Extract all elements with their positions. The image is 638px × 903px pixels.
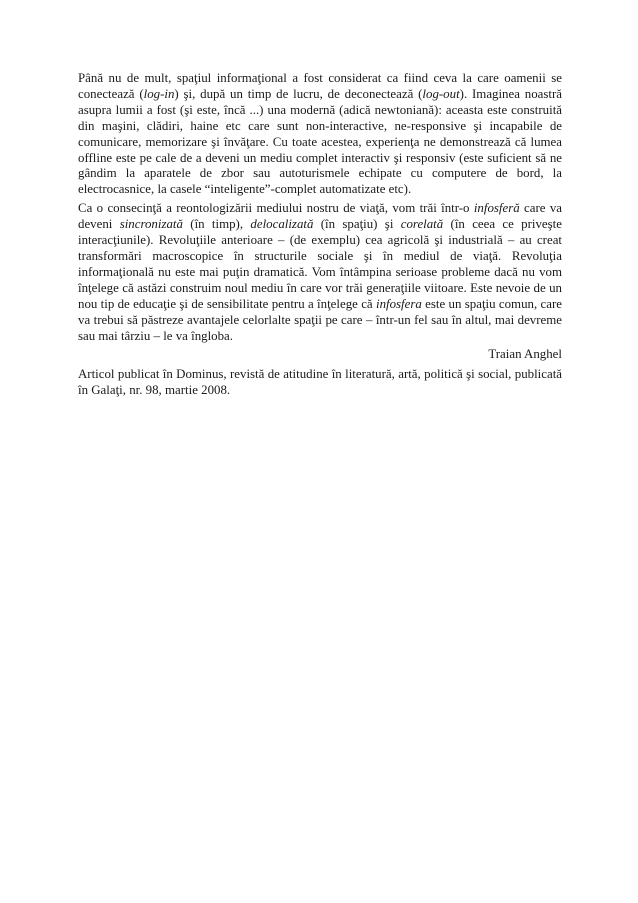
- text-run: (în timp),: [182, 217, 251, 232]
- text-run: ). Imaginea noastră asupra lumii a fost (şi este, încă ...) una modernă (adică newtoniană): aceasta este construită din maşini, clădiri, haine etc care sunt non-interactive, ne-responsive şi incapabile de comunicare, memorizare şi învăţare. Cu toate acestea, experienţa ne demonstrează că lumea offline este pe cale de a deveni un mediu complet interactiv şi responsiv (este suficient să ne gândim la aparatele de zbor sau autoturismele echipate cu computere de bord, la electrocasnice, la casele “inteligente”-complet automatizate etc).: [78, 86, 562, 197]
- publication-note: Articol publicat în Dominus, revistă de atitudine în literatură, artă, politică şi social, publicată în Galaţi, nr. 98, martie 2008.: [78, 367, 562, 398]
- paragraph-1: [78, 71, 562, 198]
- text-run: (în ceea ce priveşte interacţiunile). Revoluţiile anterioare – (de exemplu) cea agricolă şi industrială – au creat transformări macroscopice în structurile sociale şi în mediul de viaţă. Revoluţia informaţională nu este mai puţin dramatică. Vom întâmpina serioase probleme dacă nu vom înţelege că astăzi construim noul mediu în care vor trăi generaţiile viitoare. Este nevoie de un nou tip de educaţie şi de sensibilitate pentru a înţelege că: [78, 217, 562, 311]
- italic-term: sincronizată: [119, 217, 183, 232]
- text-run: este un spaţiu comun, care va trebui să păstreze avantajele celorlalte spaţii pe care – într-un fel sau în altul, mai devreme sau mai târziu – le va îngloba.: [78, 296, 562, 343]
- italic-term: infosferă: [473, 201, 520, 216]
- text-run: Până nu de mult, spaţiul informaţional a fost considerat ca fiind ceva la care oamenii se conectează (: [78, 71, 562, 101]
- italic-term: infosfera: [375, 296, 422, 311]
- text-run: Ca o consecinţă a reontologizării mediului nostru de viaţă, vom trăi într-o: [78, 201, 474, 216]
- author-signature: Traian Anghel: [488, 347, 562, 362]
- text-run: care va deveni: [78, 201, 562, 232]
- italic-term: delocalizată: [250, 217, 314, 232]
- document-page: [78, 71, 562, 399]
- text-run: ) şi, după un timp de lucru, de deconectează (: [174, 86, 423, 101]
- italic-term: corelată: [400, 217, 444, 232]
- italic-term: log-out: [422, 86, 460, 101]
- paragraph-2: [78, 201, 562, 344]
- italic-term: log-in: [143, 86, 175, 101]
- text-run: (în spaţiu) şi: [313, 217, 401, 232]
